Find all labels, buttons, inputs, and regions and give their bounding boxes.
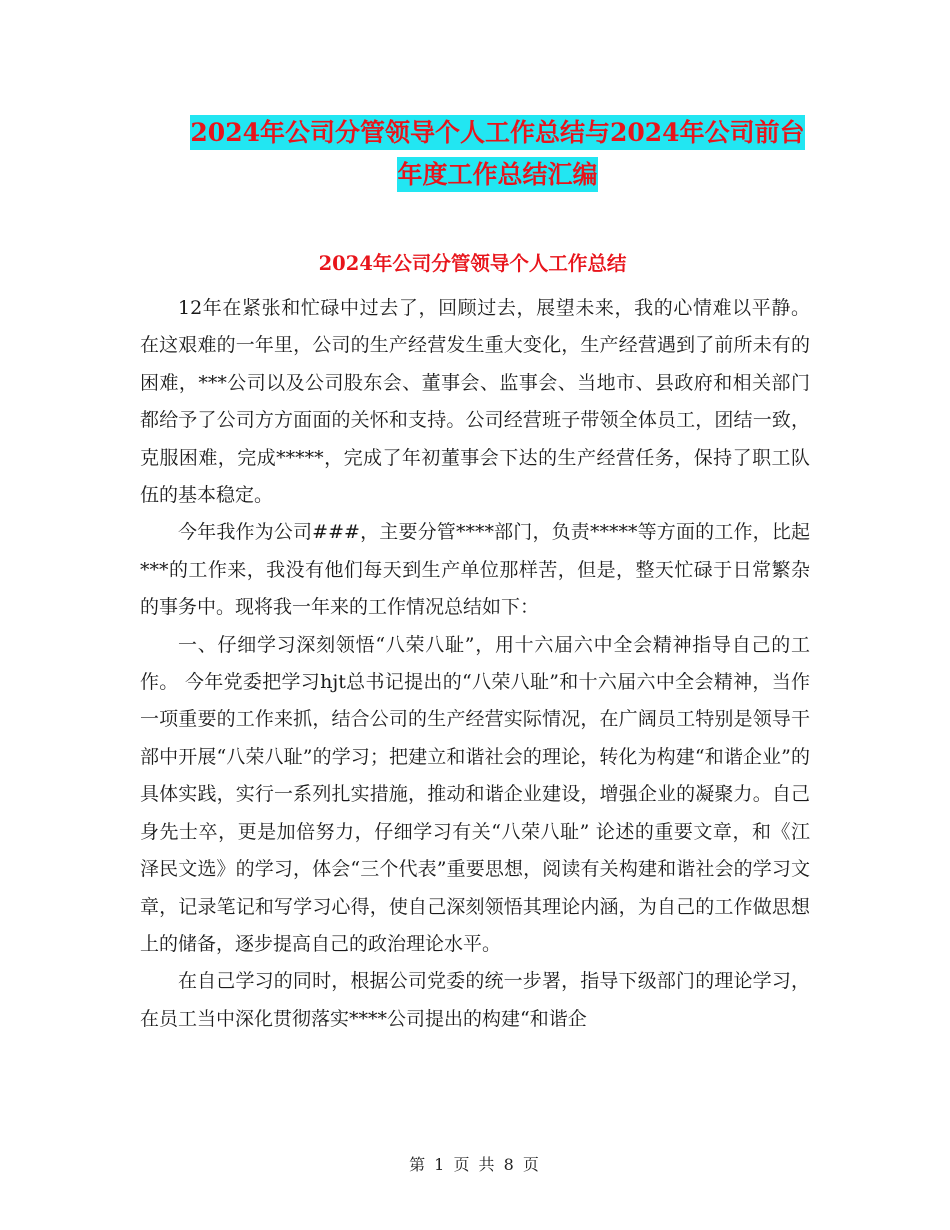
- paragraph-3: 一、仔细学习深刻领悟“八荣八耻”，用十六届六中全会精神指导自己的工作。 今年党委把学习hjt总书记提出的“八荣八耻”和十六届六中全会精神，当作一项重要的工作来抓，结合公司的生产经营实际情况，在广阔员工特别是领导干部中开展“八荣八耻”的学习；把建立和谐社会的理论，转化为构建“和谐企业”的具体实践，实行一系列扎实措施，推动和谐企业建设，增强企业的凝聚力。自己身先士卒，更是加倍努力，仔细学习有关“八荣八耻” 论述的重要文章，和《江泽民文选》的学习，体会“三个代表”重要思想，阅读有关构建和谐社会的学习文章，记录笔记和写学习心得，使自己深刻领悟其理论内涵，为自己的工作做思想上的储备，逐步提高自己的政治理论水平。: [140, 633, 810, 955]
- page-footer: 第 1 页 共 8 页: [409, 1155, 541, 1174]
- document-body: [140, 290, 810, 1038]
- main-title-line-1: 2024年公司分管领导个人工作总结与2024年公司前台: [190, 115, 804, 150]
- section-title: 2024年公司分管领导个人工作总结: [318, 252, 627, 275]
- paragraph-1: 12年在紧张和忙碌中过去了，回顾过去，展望未来，我的心情难以平静。在这艰难的一年里，公司的生产经营发生重大变化，生产经营遇到了前所未有的困难，***公司以及公司股东会、董事会、监事会、当地市、县政府和相关部门都给予了公司方方面面的关怀和支持。公司经营班子带领全体员工，团结一致，克服困难，完成*****，完成了年初董事会下达的生产经营任务，保持了职工队伍的基本稳定。: [140, 297, 810, 507]
- document-main-title: [140, 112, 855, 196]
- paragraph-2: 今年我作为公司###，主要分管****部门，负责*****等方面的工作，比起***的工作来，我没有他们每天到生产单位那样苦，但是，整天忙碌于日常繁杂的事务中。现将我一年来的工作情况总结如下：: [140, 521, 810, 619]
- main-title-line-2: 年度工作总结汇编: [397, 157, 597, 192]
- paragraph-4: 在自己学习的同时，根据公司党委的统一步署，指导下级部门的理论学习，在员工当中深化贯彻落实****公司提出的构建“和谐企: [140, 970, 810, 1030]
